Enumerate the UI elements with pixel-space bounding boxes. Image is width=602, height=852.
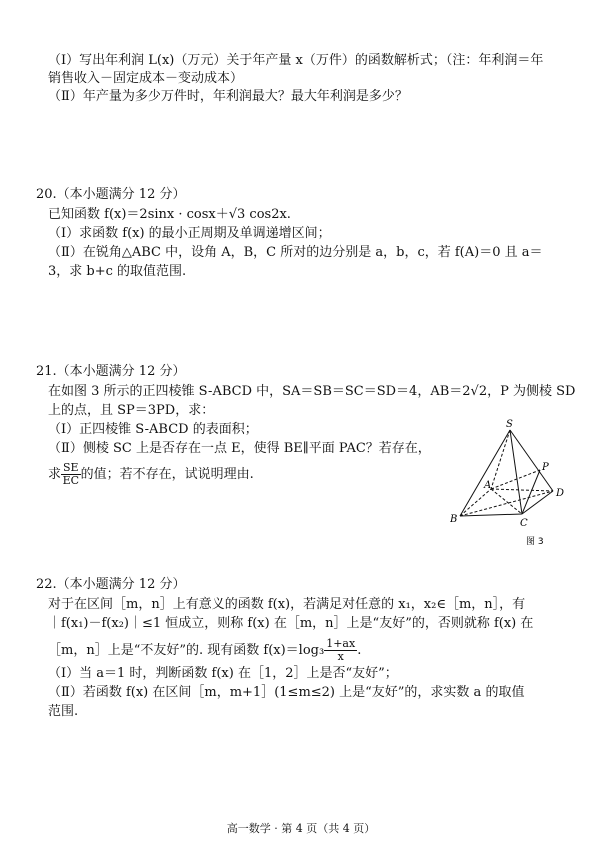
- q21-part2-line1: （Ⅱ）侧棱 SC 上是否存在一点 E，使得 BE∥平面 PAC？若存在，: [48, 441, 431, 456]
- q19-part2: （Ⅱ）年产量为多少万件时，年利润最大？最大年利润是多少？: [48, 89, 408, 104]
- se-ec-fraction: [61, 462, 81, 487]
- q22-line1: 对于在区间［m，n］上有意义的函数 f(x)，若满足对任意的 x₁，x₂∈［m，n］，有: [48, 597, 526, 612]
- q20-part2-line2: 3，求 b+c 的取值范围.: [48, 264, 187, 279]
- label-C: C: [520, 518, 528, 529]
- label-P: P: [542, 462, 549, 473]
- q21-line1: 在如图 3 所示的正四棱锥 S-ABCD 中，SA＝SB＝SC＝SD＝4，AB＝2√2，P 为侧棱 SD: [48, 384, 576, 399]
- pyramid-figure: [450, 418, 580, 558]
- q22-line3-post: .: [357, 643, 362, 658]
- q20-part2-line1: （Ⅱ）在锐角△ABC 中，设角 A，B，C 所对的边分别是 a，b，c，若 f(A)＝0 且 a＝: [48, 245, 543, 260]
- figure-caption: 图 3: [526, 537, 544, 547]
- q21-part1: （Ⅰ）正四棱锥 S-ABCD 的表面积；: [48, 422, 258, 437]
- fraction-numerator: SE: [63, 461, 79, 474]
- page-footer: 高一数学 · 第 4 页（共 4 页）: [226, 822, 376, 835]
- q21-header: 21.（本小题满分 12 分）: [36, 364, 186, 379]
- label-D: D: [556, 488, 565, 499]
- q21-part2-line2: [48, 462, 254, 487]
- q22-part2-line2: 范围.: [48, 704, 79, 719]
- q22-part2-line1: （Ⅱ）若函数 f(x) 在区间［m，m+1］(1≤m≤2) 上是“友好”的，求实数 a 的取值: [48, 685, 525, 700]
- q22-line2: ｜f(x₁)－f(x₂)｜≤1 恒成立，则称 f(x) 在［m，n］上是“友好”的，否则就称 f(x) 在: [48, 616, 534, 631]
- q20-given: 已知函数 f(x)＝2sinx · cosx＋√3 cos2x.: [48, 207, 291, 222]
- q20-part1: （Ⅰ）求函数 f(x) 的最小正周期及单调递增区间；: [48, 226, 331, 241]
- q20-header: 20.（本小题满分 12 分）: [36, 187, 186, 202]
- label-S: S: [506, 419, 513, 430]
- q21-line2: 上的点，且 SP＝3PD，求：: [48, 403, 215, 418]
- fraction-numerator: 1+ax: [326, 637, 356, 650]
- label-B: B: [450, 514, 458, 525]
- q22-part1: （Ⅰ）当 a＝1 时，判断函数 f(x) 在［1，2］上是否“友好”；: [48, 666, 398, 681]
- q22-line3-pre: ［m，n］上是“不友好”的. 现有函数 f(x)＝log₃: [48, 643, 325, 658]
- function-fraction: [324, 638, 357, 663]
- q19-part1-line2: 销售收入－固定成本－变动成本）: [48, 71, 244, 86]
- q22-line3: [48, 638, 361, 663]
- q19-part1-line1: （Ⅰ）写出年利润 L(x)（万元）关于年产量 x（万件）的函数解析式；（注：年利润＝年: [48, 53, 544, 68]
- fraction-denominator: EC: [62, 474, 80, 487]
- fraction-denominator: x: [337, 650, 344, 663]
- q22-header: 22.（本小题满分 12 分）: [36, 577, 186, 592]
- label-A: A: [484, 480, 492, 491]
- q21-part2-post: 的值；若不存在，试说明理由.: [80, 467, 254, 482]
- q21-part2-pre: 求: [48, 467, 62, 482]
